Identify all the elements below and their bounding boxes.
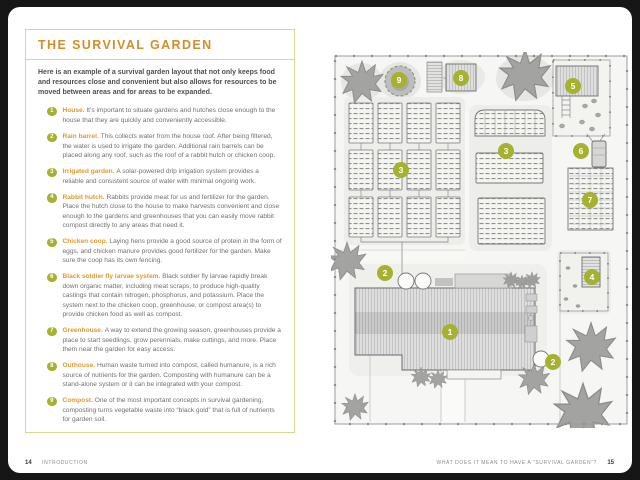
survival-garden-panel bbox=[25, 29, 295, 433]
gravel-strip bbox=[435, 278, 453, 286]
book-spread bbox=[8, 7, 632, 473]
item-number-badge: 7 bbox=[47, 327, 57, 337]
list-item bbox=[47, 106, 282, 125]
list-item bbox=[47, 272, 282, 319]
map-marker-number: 2 bbox=[382, 268, 388, 278]
item-number-badge: 4 bbox=[47, 193, 57, 203]
list-item bbox=[47, 193, 282, 230]
page-number-right: 15 bbox=[607, 460, 614, 466]
item-title: Compost. bbox=[62, 397, 95, 405]
item-text: Outhouse. Human waste turned into compost, called humanure, is a rich source of nutrients for the garden. Composting with humanure can be a stand-alone system or it can be integrated with your compost. bbox=[62, 362, 276, 389]
item-text: Black soldier fly larvae system. Black soldier fly larvae rapidly break down organic matter, including meat scraps, to produce high-quality castings that contain nitrogen, phosphorus, and potassium. Place the system next to the chicken coop, greenhouse, or compost area(s) to provide chicken food as well as compost. bbox=[62, 273, 268, 318]
item-text: Rain barrel. This collects water from the house roof. After being filtered, the water is used to irrigate the garden. Additional rain barrels can be placed along any roof, such as the roof of a rabbit hutch or chicken coop. bbox=[62, 133, 276, 159]
map-marker-number: 3 bbox=[503, 146, 509, 156]
panel-content bbox=[26, 60, 294, 424]
item-title: Outhouse. bbox=[62, 362, 97, 370]
item-number-badge: 2 bbox=[47, 133, 57, 143]
item-number-badge: 5 bbox=[47, 238, 57, 248]
list-item bbox=[47, 326, 282, 354]
map-marker-number: 8 bbox=[458, 73, 464, 83]
item-title: Black soldier fly larvae system. bbox=[62, 273, 163, 281]
list-item bbox=[47, 396, 282, 424]
map-marker-number: 5 bbox=[570, 81, 576, 91]
map-marker-number: 3 bbox=[398, 165, 404, 175]
item-text: Irrigated garden. A solar-powered drip irrigation system provides a reliable and consistent source of water with minimal ongoing work. bbox=[62, 168, 259, 185]
garden-plan bbox=[331, 52, 631, 428]
deck bbox=[455, 274, 511, 288]
item-number-badge: 8 bbox=[47, 362, 57, 372]
item-title: Rain barrel. bbox=[62, 133, 101, 141]
section-title-right: WHAT DOES IT MEAN TO HAVE A “SURVIVAL GARDEN”? bbox=[436, 460, 597, 466]
footer-left bbox=[25, 451, 88, 469]
page-title: THE SURVIVAL GARDEN bbox=[26, 30, 294, 60]
irrigated-garden-center bbox=[475, 110, 545, 244]
map-marker-number: 2 bbox=[550, 357, 556, 367]
map-marker-number: 4 bbox=[589, 272, 595, 282]
footer-right bbox=[437, 451, 614, 469]
woodpile bbox=[427, 62, 442, 92]
item-title: Rabbit hutch. bbox=[62, 193, 107, 201]
item-text: Compost. One of the most important concepts in survival gardening, composting turns vegetable waste into “black gold” that is full of nutrients for garden soil. bbox=[62, 397, 275, 424]
list-item bbox=[47, 237, 282, 265]
item-text: House. It’s important to situate gardens and hutches close enough to the house that they are quickly and conveniently accessible. bbox=[62, 107, 276, 124]
item-number-badge: 3 bbox=[47, 168, 57, 178]
numbered-list bbox=[47, 106, 282, 424]
item-title: House. bbox=[62, 107, 87, 115]
item-title: Greenhouse. bbox=[62, 327, 105, 335]
map-marker-number: 1 bbox=[447, 327, 453, 337]
item-number-badge: 6 bbox=[47, 273, 57, 283]
item-title: Irrigated garden. bbox=[62, 168, 117, 176]
item-text: Chicken coop. Laying hens provide a good source of protein in the form of eggs, and chicken manure provides good fertilizer for the garden. Make sure the coop has its own fencing. bbox=[62, 238, 282, 265]
list-item bbox=[47, 132, 282, 160]
chicken-coop bbox=[553, 60, 610, 136]
map-marker-number: 7 bbox=[587, 195, 593, 205]
page-footer bbox=[25, 451, 614, 469]
porch bbox=[447, 370, 501, 379]
map-marker-number: 6 bbox=[578, 146, 584, 156]
item-text: Greenhouse. A way to extend the growing season, greenhouses provide a place to start seedlings, grow perennials, make cuttings, and more. Place them near the garden for easy access. bbox=[62, 327, 281, 353]
section-title-left: INTRODUCTION bbox=[42, 460, 88, 466]
map-marker-number: 9 bbox=[396, 75, 402, 85]
item-number-badge: 1 bbox=[47, 107, 57, 117]
intro-paragraph: Here is an example of a survival garden layout that not only keeps food and resources close and convenient but also allows for resources to be moved between areas and for areas to be expanded. bbox=[38, 69, 277, 97]
list-item bbox=[47, 361, 282, 389]
list-item bbox=[47, 167, 282, 186]
item-number-badge: 9 bbox=[47, 397, 57, 407]
page-number-left: 14 bbox=[25, 460, 32, 466]
item-text: Rabbit hutch. Rabbits provide meat for us and fertilizer for the garden. Place the hutch close to the house to make harvests convenient and close enough to the gardens and greenhouses that you can easily move rabbit compost directly to any areas that need it. bbox=[62, 193, 280, 230]
item-title: Chicken coop. bbox=[62, 238, 110, 246]
rabbit-hutch bbox=[560, 253, 608, 311]
